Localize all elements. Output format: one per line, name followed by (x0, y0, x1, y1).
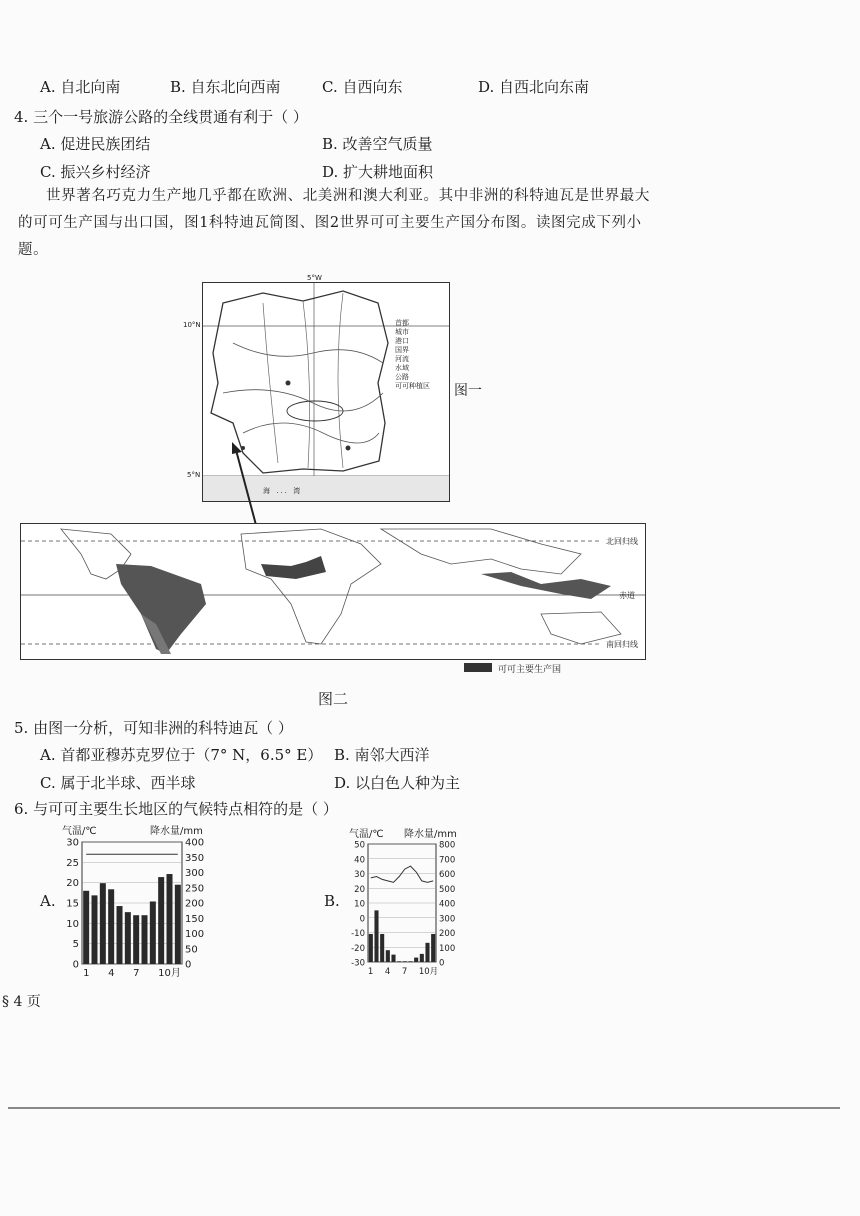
chartB-temp-tick: 30 (354, 870, 365, 880)
q5-option-c: C. 属于北半球、西半球 (40, 774, 196, 792)
chartA-precip-bar (133, 915, 139, 964)
chartB-temp-tick: -20 (351, 943, 365, 954)
chartA-precip-bar (158, 877, 164, 964)
tropic-south-label: 南回归线 (606, 640, 638, 649)
equator-label: 赤道 (619, 591, 635, 600)
chartB-precip-bar (397, 961, 401, 962)
q4-option-c: C. 振兴乡村经济 (40, 163, 151, 181)
chartA-temp-tick: 30 (66, 837, 79, 849)
figure1-legend (395, 319, 430, 391)
page-footer: § 4 页 (2, 994, 41, 1010)
chartB-temp-tick: 10 (354, 899, 365, 910)
chartB-temp-tick: 0 (359, 914, 365, 925)
chartB-precip-tick: 300 (439, 914, 456, 925)
chartA-precip-bar (83, 891, 89, 964)
chartA-precip-bar (125, 912, 131, 964)
chartB-precip-tick: 200 (439, 929, 456, 939)
chartB-x-tick: 1 (367, 967, 374, 977)
legend-cocoa: 可可种植区 (395, 382, 430, 390)
chartA-precip-tick: 150 (185, 913, 205, 925)
chartA-x-tick: 1 (83, 968, 90, 979)
figure2-legend-label: 可可主要生产国 (498, 665, 562, 675)
legend-city: 城市 (395, 328, 409, 336)
legend-port: 港口 (395, 337, 409, 345)
legend-water: 水域 (395, 364, 409, 372)
chartB-ylabel-right: 降水量/mm (404, 829, 457, 840)
legend-capital: 首都 (395, 319, 409, 327)
chartA-temp-tick: 10 (66, 918, 79, 930)
chartB-precip-tick: 700 (439, 855, 456, 866)
chartB-precip-bar (408, 961, 412, 962)
figure1-lat-top: 10°N (183, 321, 201, 329)
chartB-temp-tick: 20 (354, 884, 365, 895)
chartB-x-tick: 10月 (418, 967, 439, 977)
legend-road: 公路 (395, 373, 409, 381)
chartB-precip-bar (386, 950, 390, 962)
chartA-temp-tick: 5 (72, 939, 79, 951)
chartB-precip-bar (414, 958, 418, 962)
q5-option-d: D. 以白色人种为主 (334, 774, 461, 792)
chartA-precip-tick: 50 (185, 944, 198, 956)
chartA (58, 836, 218, 982)
q3-option-d: D. 自西北向东南 (478, 78, 590, 96)
q4-stem: 4. 三个一号旅游公路的全线贯通有利于（ ） (14, 108, 308, 126)
chartA-precip-tick: 350 (185, 852, 205, 864)
q5-option-b: B. 南邻大西洋 (334, 746, 430, 764)
chartA-ylabel-left: 气温/℃ (62, 826, 97, 837)
figure2-legend-swatch (464, 663, 492, 672)
bottom-divider (8, 1107, 840, 1109)
chartB-precip-bar (420, 954, 424, 962)
chartA-precip-bar (167, 874, 173, 964)
q5-stem: 5. 由图一分析，可知非洲的科特迪瓦（ ） (14, 719, 293, 737)
chartB-temp-tick: 50 (354, 840, 365, 851)
q3-option-c: C. 自西向东 (322, 78, 403, 96)
chartA-x-tick: 7 (133, 968, 140, 979)
chartB-x-tick: 4 (384, 967, 391, 977)
legend-river: 河流 (395, 355, 409, 363)
chartB-ylabel-left: 气温/℃ (349, 829, 384, 840)
q4-option-b: B. 改善空气质量 (322, 135, 433, 153)
chartA-temp-tick: 15 (66, 898, 79, 910)
tropic-north-label: 北回归线 (606, 537, 638, 546)
chartA-precip-bar (108, 889, 114, 964)
figure1-lon-label: 5°W (307, 274, 322, 282)
chartB-precip-bar (374, 910, 378, 962)
figure2-caption: 图二 (318, 690, 349, 708)
chartA-precip-tick: 300 (185, 868, 205, 879)
chartB (340, 838, 470, 978)
chartB-precip-bar (425, 943, 429, 962)
intro-paragraph: 世界著名巧克力生产地几乎都在欧洲、北美洲和澳大利亚。其中非洲的科特迪瓦是世界最大的可可生产国与出口国，图1科特迪瓦简图、图2世界可可主要生产国分布图。读图完成下列小题。 (18, 188, 650, 258)
chartA-precip-bar (100, 883, 106, 964)
chartA-precip-bar (92, 895, 98, 964)
figure1-sea-label: 海 ... 湾 (263, 487, 303, 495)
chartA-precip-tick: 200 (185, 898, 205, 910)
chartB-temp-line (371, 866, 433, 882)
chartA-temp-tick: 0 (72, 959, 79, 971)
chartB-precip-bar (391, 955, 395, 962)
chartB-precip-bar (431, 934, 435, 962)
chartA-precip-tick: 100 (185, 929, 205, 940)
chartB-precip-tick: 600 (439, 870, 456, 880)
figure2-map (20, 523, 646, 660)
chartB-temp-tick: -10 (351, 929, 365, 939)
chartB-precip-tick: 400 (439, 899, 456, 910)
chartB-temp-tick: -30 (351, 958, 365, 969)
chartA-x-tick: 10月 (158, 968, 181, 979)
chartB-precip-tick: 100 (439, 943, 456, 954)
chartB-precip-tick: 0 (439, 958, 445, 969)
chartB-precip-tick: 500 (439, 884, 456, 895)
chartA-temp-tick: 25 (66, 857, 79, 869)
figure2-map-drawing (21, 524, 645, 659)
chartB-precip-bar (369, 934, 373, 962)
chartB-precip-bar (403, 961, 407, 962)
chartA-precip-tick: 0 (185, 959, 192, 971)
q3-option-a: A. 自北向南 (40, 78, 121, 96)
chartB-precip-bar (380, 934, 384, 962)
figure1-caption: 图一 (454, 383, 482, 399)
q4-option-a: A. 促进民族团结 (40, 135, 151, 153)
legend-border: 国界 (395, 346, 409, 354)
chartA-precip-bar (150, 901, 156, 964)
figure1-lat-bottom: 5°N (187, 471, 201, 479)
q6-stem: 6. 与可可主要生长地区的气候特点相符的是（ ） (14, 800, 338, 818)
chartA-option-label: A. (40, 892, 56, 910)
chartA-precip-tick: 250 (185, 883, 205, 895)
chartB-x-tick: 7 (401, 967, 408, 977)
q5-option-a: A. 首都亚穆苏克罗位于（7° N，6.5° E） (40, 746, 323, 764)
chartA-precip-bar (117, 906, 123, 964)
chartA-precip-bar (175, 885, 181, 964)
chartA-precip-bar (142, 915, 148, 964)
chartA-ylabel-right: 降水量/mm (150, 826, 203, 837)
chartB-option-label: B. (324, 892, 340, 910)
q4-option-d: D. 扩大耕地面积 (322, 163, 434, 181)
chartB-precip-tick: 800 (439, 840, 456, 851)
q3-option-b: B. 自东北向西南 (170, 78, 281, 96)
chartB-temp-tick: 40 (354, 855, 365, 866)
chartA-precip-tick: 400 (185, 837, 205, 849)
chartA-x-tick: 4 (108, 968, 115, 979)
chartA-temp-tick: 20 (66, 878, 79, 890)
